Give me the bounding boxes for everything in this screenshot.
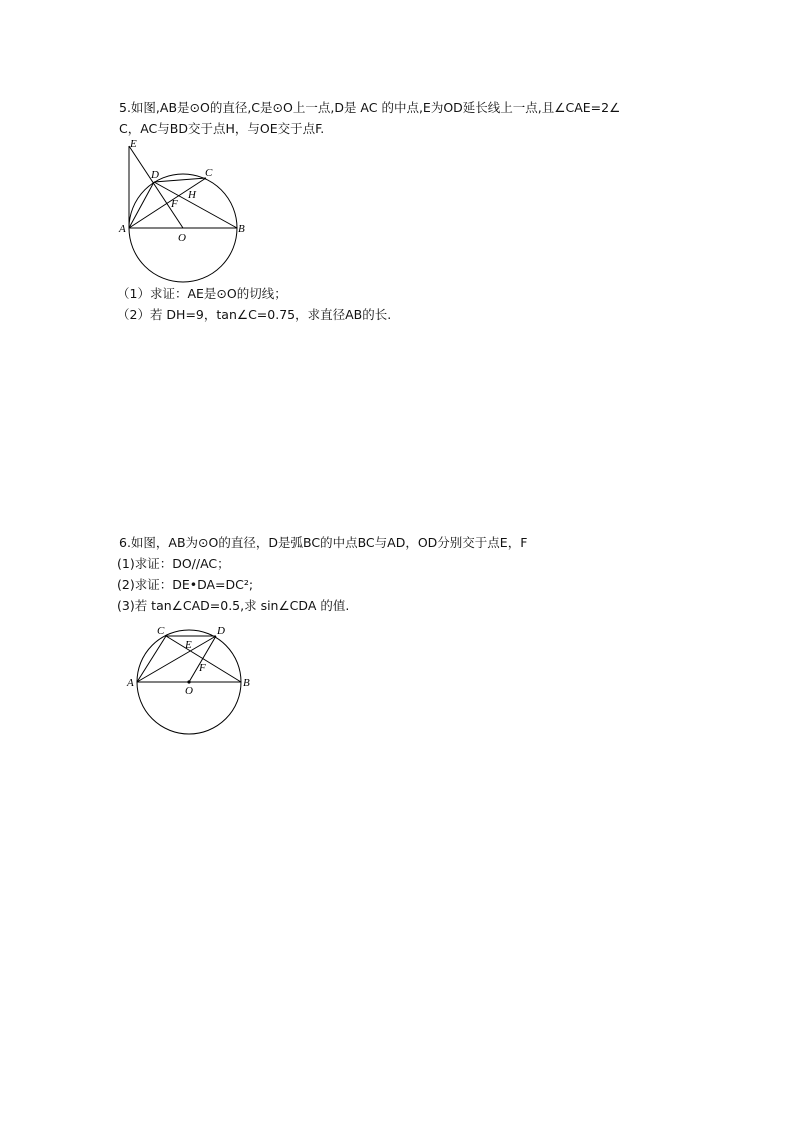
label-a: A — [127, 677, 134, 689]
label-b: B — [238, 223, 245, 235]
problem5-statement-line2: C，AC与BD交于点H，与OE交于点F. — [119, 121, 325, 136]
problem5-question2: （2）若 DH=9，tan∠C=0.75，求直径AB的长. — [117, 307, 392, 322]
label-h: H — [188, 189, 196, 201]
problem6-question3: (3)若 tan∠CAD=0.5,求 sin∠CDA 的值. — [117, 598, 350, 613]
label-e: E — [185, 639, 192, 651]
label-a: A — [119, 223, 126, 235]
label-c: C — [157, 625, 165, 637]
label-e: E — [130, 138, 137, 150]
label-o: O — [185, 685, 193, 697]
problem5-statement-line1: 5.如图,AB是⊙O的直径,C是⊙O上一点,D是 AC 的中点,E为OD延长线上一点,且∠CAE=2∠ — [119, 100, 621, 115]
label-f: F — [199, 662, 206, 674]
segment-od — [189, 636, 216, 682]
label-o: O — [178, 232, 186, 244]
label-f: F — [171, 198, 178, 210]
label-b: B — [243, 677, 250, 689]
segment-ad — [129, 182, 154, 228]
problem5-question1: （1）求证：AE是⊙O的切线； — [117, 286, 287, 301]
problem6-statement: 6.如图，AB为⊙O的直径，D是弧BC的中点BC与AD，OD分别交于点E，F — [119, 535, 528, 550]
label-c: C — [205, 167, 213, 179]
label-d: D — [217, 625, 225, 637]
problem6-figure — [120, 620, 260, 740]
segment-eo — [129, 146, 183, 228]
segment-ac — [129, 178, 206, 228]
problem5-figure — [110, 135, 260, 290]
label-d: D — [151, 169, 159, 181]
problem6-question1: (1)求证：DO//AC； — [117, 556, 230, 571]
problem6-question2: (2)求证：DE•DA=DC²; — [117, 577, 254, 592]
segment-ac — [137, 636, 166, 682]
center-dot — [187, 680, 190, 683]
